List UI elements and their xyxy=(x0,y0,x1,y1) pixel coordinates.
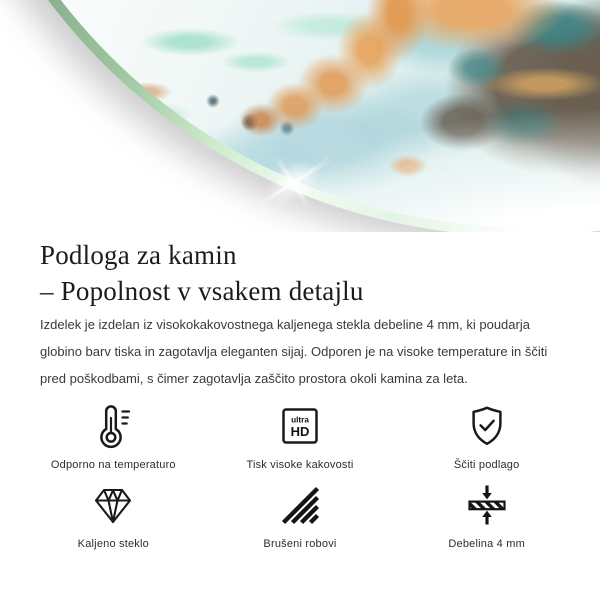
feature-polished-edges xyxy=(207,481,394,550)
feature-protects-surface xyxy=(393,402,580,471)
product-description: Izdelek je izdelan iz visokokakovostnega kaljenega stekla debeline 4 mm, ki poudarja globino barv tiska in zagotavlja eleganten sijaj. Odporen je na visoke temperature in ščiti pred poškodbami, s čimer zagotavlja zaščito prostora okoli kamina za leta. xyxy=(40,317,548,386)
ultra-hd-icon xyxy=(276,402,324,450)
diamond-icon xyxy=(89,481,137,529)
feature-label: Odporno na temperaturo xyxy=(50,459,176,471)
feature-label: Tisk visoke kakovosti xyxy=(246,459,354,471)
shield-check-icon xyxy=(463,402,511,450)
ultra-hd-icon-text-bottom: HD xyxy=(290,424,310,439)
feature-label: Debelina 4 mm xyxy=(448,538,525,550)
section-title xyxy=(40,237,560,309)
thermometer-icon xyxy=(89,402,137,450)
feature-label: Brušeni robovi xyxy=(263,538,337,550)
feature-label: Kaljeno steklo xyxy=(77,538,149,550)
features-grid xyxy=(20,402,580,550)
feature-thickness xyxy=(393,481,580,550)
title-line-2: – Popolnost v vsakem detajlu xyxy=(40,276,364,306)
ultra-hd-icon-text-top: ultra xyxy=(291,415,309,425)
title-line-1: Podloga za kamin xyxy=(40,240,237,270)
thickness-icon xyxy=(463,481,511,529)
product-image xyxy=(0,0,600,232)
feature-print-quality xyxy=(207,402,394,471)
feature-tempered-glass xyxy=(20,481,207,550)
feature-label: Ščiti podlago xyxy=(453,459,520,471)
feature-temperature-resistant xyxy=(20,402,207,471)
polished-edges-icon xyxy=(276,481,324,529)
